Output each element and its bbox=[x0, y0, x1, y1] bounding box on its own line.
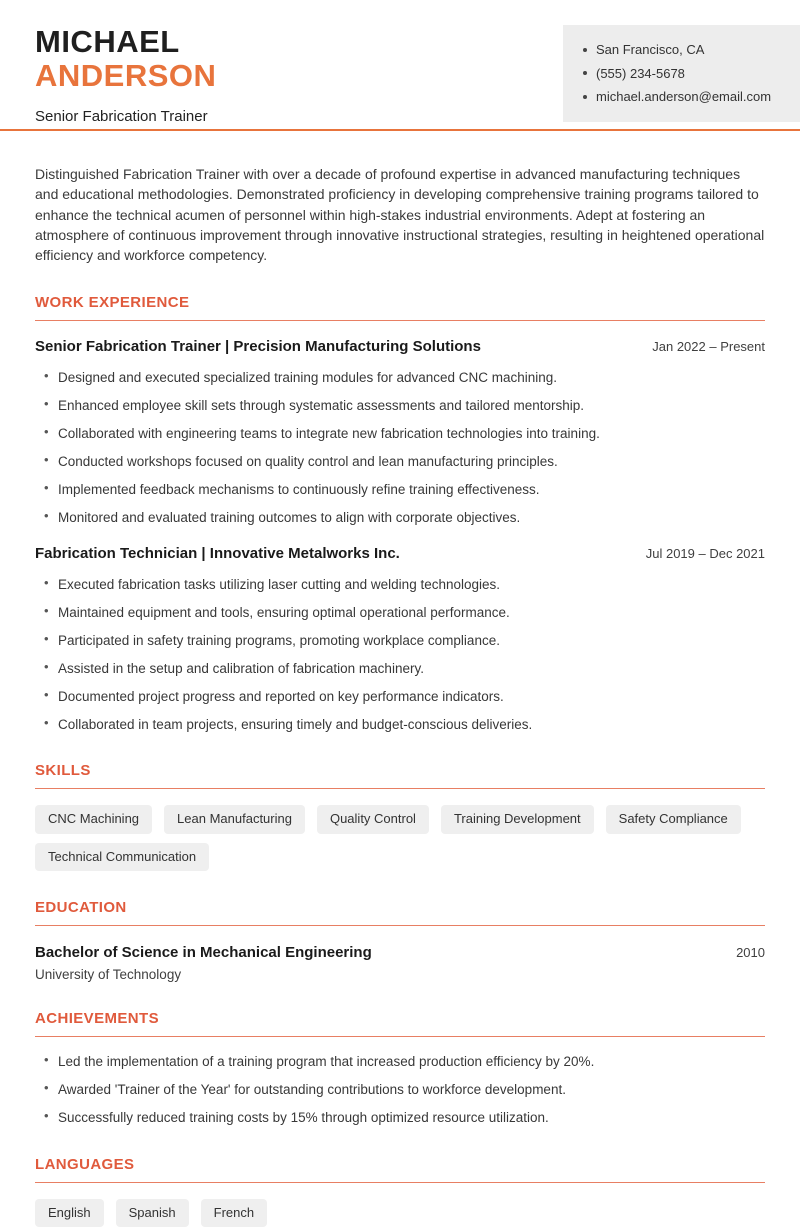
contact-item bbox=[583, 85, 784, 109]
language-tag-list bbox=[35, 1199, 765, 1227]
job-entry bbox=[35, 545, 765, 735]
contact-list bbox=[583, 38, 784, 109]
bullet-item: • Collaborated in team projects, ensuring timely and budget-conscious deliveries. bbox=[35, 715, 765, 735]
bullet-item: • Maintained equipment and tools, ensuring optimal operational performance. bbox=[35, 603, 765, 623]
contact-item-text: michael.anderson@email.com bbox=[596, 89, 772, 104]
graduation-year: 2010 bbox=[736, 945, 765, 961]
section-languages bbox=[35, 1156, 765, 1227]
bullet-item: • Documented project progress and reported on key performance indicators. bbox=[35, 687, 765, 707]
bullet-item: • Implemented feedback mechanisms to continuously refine training effectiveness. bbox=[35, 480, 765, 500]
languages-heading: LANGUAGES bbox=[35, 1156, 765, 1183]
section-achievements bbox=[35, 1010, 765, 1128]
bullet-item: • Assisted in the setup and calibration of fabrication machinery. bbox=[35, 659, 765, 679]
resume-header bbox=[0, 0, 800, 125]
section-education bbox=[35, 899, 765, 982]
skill-tag: Safety Compliance bbox=[606, 805, 741, 833]
language-tag: Spanish bbox=[116, 1199, 189, 1227]
education-entry bbox=[35, 944, 765, 961]
bullet-item: • Monitored and evaluated training outcomes to align with corporate objectives. bbox=[35, 508, 765, 528]
bullet-item: • Led the implementation of a training program that increased production efficiency by 20%. bbox=[35, 1052, 765, 1072]
skill-tag: Technical Communication bbox=[35, 843, 209, 871]
job-title: Fabrication Technician | Innovative Metalworks Inc. bbox=[35, 544, 400, 562]
achievement-bullet-list bbox=[35, 1052, 765, 1128]
first-name: MICHAEL bbox=[35, 24, 180, 59]
bullet-item: • Successfully reduced training costs by 15% through optimized resource utilization. bbox=[35, 1108, 765, 1128]
language-tag: French bbox=[201, 1199, 267, 1227]
job-header bbox=[35, 338, 765, 355]
work-experience-heading: WORK EXPERIENCE bbox=[35, 294, 765, 321]
header-divider bbox=[0, 129, 800, 131]
job-entry bbox=[35, 338, 765, 528]
achievements-heading: ACHIEVEMENTS bbox=[35, 1010, 765, 1037]
section-work-experience bbox=[35, 294, 765, 735]
skills-tag-list bbox=[35, 805, 765, 871]
skill-tag: Quality Control bbox=[317, 805, 429, 833]
job-title: Senior Fabrication Trainer | Precision Manufacturing Solutions bbox=[35, 337, 481, 355]
skills-heading: SKILLS bbox=[35, 762, 765, 789]
header-job-title: Senior Fabrication Trainer bbox=[35, 108, 208, 126]
language-tag: English bbox=[35, 1199, 104, 1227]
bullet-icon bbox=[583, 95, 587, 99]
resume-content bbox=[0, 164, 800, 1227]
bullet-item: • Conducted workshops focused on quality control and lean manufacturing principles. bbox=[35, 452, 765, 472]
bullet-icon bbox=[583, 48, 587, 52]
job-dates: Jul 2019 – Dec 2021 bbox=[645, 545, 765, 561]
skill-tag: Lean Manufacturing bbox=[164, 805, 305, 833]
section-skills bbox=[35, 762, 765, 871]
bullet-item: • Participated in safety training programs, promoting workplace compliance. bbox=[35, 631, 765, 651]
contact-item bbox=[583, 38, 784, 62]
job-dates: Jan 2022 – Present bbox=[652, 338, 765, 354]
bullet-item: • Executed fabrication tasks utilizing laser cutting and welding technologies. bbox=[35, 575, 765, 595]
name-block bbox=[35, 25, 216, 125]
job-bullet-list bbox=[35, 575, 765, 735]
education-heading: EDUCATION bbox=[35, 899, 765, 926]
bullet-item: • Awarded 'Trainer of the Year' for outstanding contributions to workforce development. bbox=[35, 1080, 765, 1100]
last-name: ANDERSON bbox=[35, 58, 217, 94]
bullet-item: • Enhanced employee skill sets through systematic assessments and tailored mentorship. bbox=[35, 396, 765, 416]
degree-title: Bachelor of Science in Mechanical Engineering bbox=[35, 944, 372, 962]
bullet-item: • Collaborated with engineering teams to integrate new fabrication technologies into training. bbox=[35, 424, 765, 444]
contact-item-text: (555) 234-5678 bbox=[596, 65, 685, 81]
contact-card bbox=[563, 25, 800, 122]
bullet-icon bbox=[583, 71, 587, 75]
job-header bbox=[35, 545, 765, 562]
contact-item-text: San Francisco, CA bbox=[596, 42, 705, 57]
bullet-item: • Designed and executed specialized training modules for advanced CNC machining. bbox=[35, 368, 765, 388]
skill-tag: Training Development bbox=[441, 805, 594, 833]
job-bullet-list bbox=[35, 368, 765, 528]
summary-paragraph: Distinguished Fabrication Trainer with over a decade of profound expertise in advanced manufacturing techniques and educational methodologies. Demonstrated proficiency in developing comprehensive training programs tailored to enhance the technical acumen of personnel within high-stakes industrial environments. Adept at fostering an atmosphere of continuous improvement through innovative instructional strategies, resulting in heightened operational efficiency and workforce competency. bbox=[35, 166, 765, 264]
school-name: University of Technology bbox=[35, 967, 182, 983]
skill-tag: CNC Machining bbox=[35, 805, 152, 833]
contact-item bbox=[583, 62, 784, 86]
